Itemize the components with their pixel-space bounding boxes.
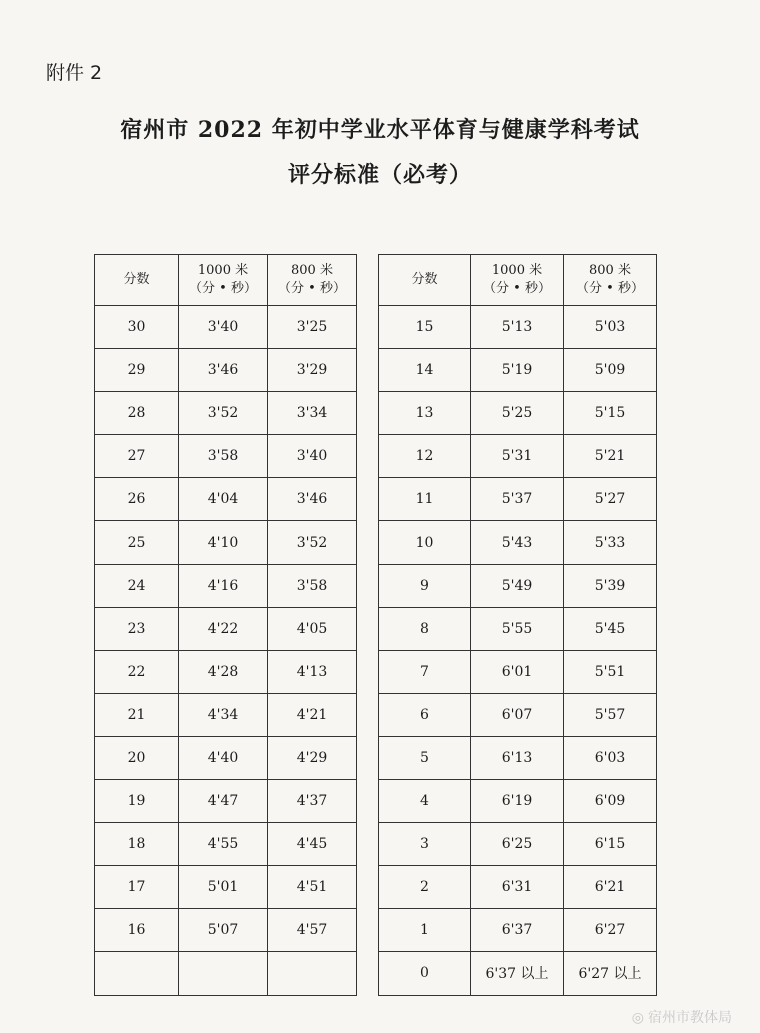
table-header-row [95,255,357,306]
time-800m-cell: 6'15 [564,823,657,866]
time-800m-cell: 3'34 [268,392,357,435]
table-row [379,435,657,478]
score-cell [95,952,179,995]
header-800m: 800 米 （分 • 秒） [268,255,357,306]
time-800m-cell: 6'09 [564,780,657,823]
table-row [379,650,657,693]
time-1000m-cell: 4'16 [179,564,268,607]
score-cell: 19 [95,780,179,823]
table-row [379,823,657,866]
document-title: 宿州市 2022 年初中学业水平体育与健康学科考试 [120,117,640,143]
time-1000m-cell: 4'10 [179,521,268,564]
time-1000m-cell: 5'43 [471,521,564,564]
header-score: 分数 [379,255,471,306]
time-800m-cell: 4'13 [268,650,357,693]
time-1000m-cell: 5'01 [179,866,268,909]
time-800m-cell [268,952,357,995]
table-row [379,306,657,349]
table-header-row [379,255,657,306]
score-table-left [94,254,357,996]
time-1000m-cell: 5'31 [471,435,564,478]
table-row [379,564,657,607]
time-800m-cell: 5'39 [564,564,657,607]
table-row [95,780,357,823]
table-row [379,607,657,650]
attachment-label: 附件 2 [46,62,103,84]
time-1000m-cell: 5'13 [471,306,564,349]
score-cell: 9 [379,564,471,607]
table-row [95,349,357,392]
time-800m-cell: 5'15 [564,392,657,435]
weibo-icon: ◎ [631,1010,644,1026]
time-1000m-cell: 5'37 [471,478,564,521]
score-cell: 1 [379,909,471,952]
time-1000m-cell: 6'13 [471,736,564,779]
score-cell: 15 [379,306,471,349]
table-row [95,650,357,693]
score-cell: 0 [379,952,471,995]
time-1000m-cell: 6'25 [471,823,564,866]
time-1000m-cell [179,952,268,995]
time-1000m-cell: 4'55 [179,823,268,866]
score-cell: 22 [95,650,179,693]
time-800m-cell: 6'27 [564,909,657,952]
score-cell: 26 [95,478,179,521]
time-800m-cell: 5'33 [564,521,657,564]
table-row [95,564,357,607]
score-cell: 17 [95,866,179,909]
time-800m-cell: 4'57 [268,909,357,952]
time-1000m-cell: 5'25 [471,392,564,435]
time-1000m-cell: 5'49 [471,564,564,607]
score-cell: 29 [95,349,179,392]
table-row [379,478,657,521]
time-800m-cell: 5'57 [564,693,657,736]
time-1000m-cell: 4'34 [179,693,268,736]
time-800m-cell: 3'46 [268,478,357,521]
table-row [379,521,657,564]
time-800m-cell: 3'29 [268,349,357,392]
score-cell: 24 [95,564,179,607]
table-row [95,435,357,478]
score-cell: 3 [379,823,471,866]
table-row [95,823,357,866]
score-cell: 25 [95,521,179,564]
table-row [95,478,357,521]
table-row [379,909,657,952]
time-800m-cell: 4'05 [268,607,357,650]
time-1000m-cell: 4'47 [179,780,268,823]
watermark-text: 宿州市教体局 [648,1010,732,1026]
header-800m: 800 米 （分 • 秒） [564,255,657,306]
score-cell: 2 [379,866,471,909]
time-1000m-cell: 3'40 [179,306,268,349]
score-cell: 16 [95,909,179,952]
header-1000m: 1000 米 （分 • 秒） [471,255,564,306]
score-cell: 21 [95,693,179,736]
time-1000m-cell: 4'04 [179,478,268,521]
time-800m-cell: 5'09 [564,349,657,392]
table-row [95,392,357,435]
table-row [379,780,657,823]
table-row [95,736,357,779]
time-1000m-cell: 3'58 [179,435,268,478]
time-800m-cell: 5'27 [564,478,657,521]
table-row [379,392,657,435]
time-1000m-cell: 6'37 [471,909,564,952]
time-1000m-cell: 6'19 [471,780,564,823]
score-table-right [378,254,657,996]
time-1000m-cell: 5'55 [471,607,564,650]
table-row [379,866,657,909]
time-1000m-cell: 4'40 [179,736,268,779]
time-800m-cell: 5'21 [564,435,657,478]
time-800m-cell: 6'03 [564,736,657,779]
time-800m-cell: 5'03 [564,306,657,349]
score-cell: 8 [379,607,471,650]
time-1000m-cell: 6'37 以上 [471,952,564,995]
score-cell: 7 [379,650,471,693]
header-1000m: 1000 米 （分 • 秒） [179,255,268,306]
score-cell: 30 [95,306,179,349]
table-row [379,736,657,779]
score-cell: 5 [379,736,471,779]
score-cell: 6 [379,693,471,736]
time-1000m-cell: 5'07 [179,909,268,952]
time-1000m-cell: 4'28 [179,650,268,693]
score-cell: 14 [379,349,471,392]
table-row [95,909,357,952]
time-800m-cell: 3'40 [268,435,357,478]
time-1000m-cell: 6'31 [471,866,564,909]
time-800m-cell: 4'29 [268,736,357,779]
table-row [379,952,657,995]
time-800m-cell: 3'52 [268,521,357,564]
watermark [632,1007,732,1027]
time-800m-cell: 6'27 以上 [564,952,657,995]
time-800m-cell: 4'51 [268,866,357,909]
time-800m-cell: 4'45 [268,823,357,866]
score-cell: 13 [379,392,471,435]
time-1000m-cell: 3'52 [179,392,268,435]
time-800m-cell: 6'21 [564,866,657,909]
table-row [95,607,357,650]
time-1000m-cell: 4'22 [179,607,268,650]
time-1000m-cell: 5'19 [471,349,564,392]
time-800m-cell: 5'45 [564,607,657,650]
time-800m-cell: 4'37 [268,780,357,823]
time-800m-cell: 4'21 [268,693,357,736]
time-1000m-cell: 3'46 [179,349,268,392]
score-cell: 20 [95,736,179,779]
time-800m-cell: 3'25 [268,306,357,349]
table-row [95,693,357,736]
table-row [95,866,357,909]
time-1000m-cell: 6'01 [471,650,564,693]
table-row [379,349,657,392]
score-cell: 12 [379,435,471,478]
table-row [95,306,357,349]
score-cell: 4 [379,780,471,823]
time-800m-cell: 3'58 [268,564,357,607]
score-cell: 28 [95,392,179,435]
table-row [379,693,657,736]
score-cell: 10 [379,521,471,564]
score-cell: 18 [95,823,179,866]
score-cell: 27 [95,435,179,478]
document-subtitle: 评分标准（必考） [287,162,472,188]
score-cell: 23 [95,607,179,650]
score-cell: 11 [379,478,471,521]
table-row [95,952,357,995]
time-800m-cell: 5'51 [564,650,657,693]
time-1000m-cell: 6'07 [471,693,564,736]
table-row [95,521,357,564]
header-score: 分数 [95,255,179,306]
